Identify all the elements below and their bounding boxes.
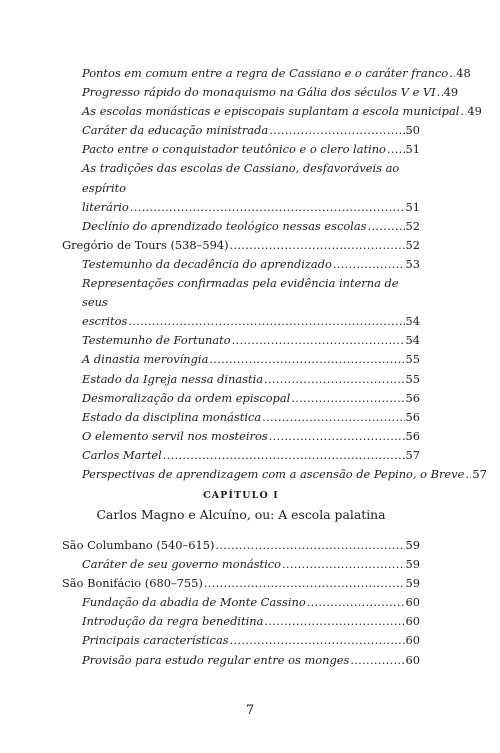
toc-entry-page: 57	[405, 447, 420, 462]
toc-entry-page: 52	[405, 218, 420, 233]
dot-leader	[204, 574, 405, 593]
toc-entry-title: Pacto entre o conquistador teutônico e o clero latino	[82, 142, 386, 157]
dot-leader	[437, 83, 443, 102]
toc-entry-title: Caráter de seu governo monástico	[82, 557, 281, 572]
toc-entry-title: Progresso rápido do monaquismo na Gália dos séculos V e VI	[82, 85, 436, 100]
dot-leader	[307, 593, 405, 612]
toc-entry-page: 48	[456, 66, 471, 80]
toc-entry-page: 55	[405, 352, 420, 367]
toc-entry	[62, 159, 420, 216]
dot-leader	[269, 121, 404, 140]
dot-leader	[163, 446, 405, 465]
toc-entry-title: Principais características	[82, 633, 229, 648]
dot-leader	[282, 555, 405, 574]
toc-entry	[62, 140, 420, 159]
dot-leader	[230, 631, 405, 650]
dot-leader	[449, 64, 455, 83]
dot-leader	[291, 389, 404, 408]
dot-leader	[264, 612, 404, 631]
toc-entry	[62, 631, 420, 650]
toc-entry	[62, 408, 420, 427]
toc-entry	[62, 217, 420, 236]
dot-leader	[460, 102, 466, 121]
toc-entry-page: 50	[405, 123, 420, 138]
toc-entry	[62, 536, 420, 555]
dot-leader	[269, 427, 405, 446]
toc-entry-page: 51	[405, 142, 420, 157]
dot-leader	[387, 140, 405, 159]
toc-list-part2	[62, 536, 420, 670]
toc-entry-page: 55	[405, 371, 420, 386]
chapter-heading	[62, 488, 420, 524]
chapter-label: CAPÍTULO I	[203, 490, 279, 501]
toc-entry-page: 60	[405, 595, 420, 610]
toc-entry-title: literário	[82, 199, 129, 214]
toc-entry-page: 52	[405, 237, 420, 252]
toc-entry-page: 49	[467, 104, 482, 119]
dot-leader	[262, 408, 404, 427]
toc-entry	[62, 121, 420, 140]
dot-leader	[209, 350, 404, 369]
toc-entry-title: As tradições das escolas de Cassiano, desfavoráveis ao espírito	[82, 161, 400, 195]
toc-entry-title: São Columbano (540–615)	[62, 538, 215, 552]
toc-entry	[62, 83, 459, 102]
dot-leader	[130, 198, 405, 217]
toc-entry	[62, 331, 420, 350]
toc-entry-page: 59	[405, 576, 420, 591]
toc-entry	[62, 612, 420, 631]
toc-list-part1	[62, 64, 487, 484]
toc-entry-title: Perspectivas de aprendizagem com a ascensão de Pepino, o Breve	[82, 466, 465, 481]
toc-entry	[62, 555, 420, 574]
toc-entry-title: Fundação da abadia de Monte Cassino	[82, 595, 306, 610]
toc-entry-title: Estado da Igreja nessa dinastia	[82, 371, 264, 386]
dot-leader	[333, 255, 405, 274]
dot-leader	[367, 217, 404, 236]
toc-entry	[62, 350, 420, 369]
toc-entry-page: 56	[405, 409, 420, 424]
toc-entry	[62, 274, 420, 331]
toc-entry-page: 56	[405, 428, 420, 443]
toc-entry-page: 60	[405, 614, 420, 629]
toc-entry-page: 57	[472, 466, 487, 481]
toc-entry-title: escritos	[82, 314, 128, 329]
toc-entry-page: 60	[405, 633, 420, 648]
toc-entry	[62, 446, 420, 465]
toc-entry-page: 54	[405, 333, 420, 348]
dot-leader	[232, 331, 405, 350]
toc-entry	[62, 64, 471, 83]
toc-entry-page: 60	[405, 652, 420, 667]
toc-entry-title: Gregório de Tours (538–594)	[62, 237, 229, 252]
toc-entry-page: 59	[405, 538, 420, 552]
toc-entry-title: As escolas monásticas e episcopais suplantam a escola municipal	[82, 104, 460, 119]
toc-entry-title: O elemento servil nos mosteiros	[82, 428, 268, 443]
toc-entry-title: Testemunho da decadência do aprendizado	[82, 256, 332, 271]
toc-entry-title: Carlos Martel	[82, 447, 162, 462]
toc-entry-page: 49	[443, 85, 459, 100]
toc-entry-title: Declínio do aprendizado teológico nessas escolas	[82, 218, 367, 233]
toc-entry-title: Pontos em comum entre a regra de Cassiano e o caráter franco	[82, 66, 449, 80]
toc-entry	[62, 651, 420, 670]
toc-entry-title: Introdução da regra beneditina	[82, 614, 264, 629]
toc-entry-page: 53	[405, 256, 420, 271]
dot-leader	[350, 651, 404, 670]
page-number: 7	[245, 703, 255, 718]
toc-entry-page: 56	[405, 390, 420, 405]
toc-entry-title: Estado da disciplina monástica	[82, 409, 262, 424]
toc-entry-title: Testemunho de Fortunato	[82, 333, 231, 348]
toc-entry	[62, 593, 420, 612]
toc-entry-page: 51	[405, 199, 420, 214]
dot-leader	[230, 236, 405, 255]
toc-entry-title: Representações confirmadas pela evidência interna de seus	[82, 276, 399, 310]
toc-entry	[62, 236, 420, 255]
chapter-title: Carlos Magno e Alcuíno, ou: A escola palatina	[96, 507, 386, 522]
toc-entry	[62, 370, 420, 389]
toc-entry	[62, 427, 420, 446]
toc-entry-page: 59	[405, 557, 420, 572]
toc-entry-title: Caráter da educação ministrada	[82, 123, 269, 138]
dot-leader	[128, 312, 404, 331]
toc-entry	[62, 389, 420, 408]
toc-entry	[62, 255, 420, 274]
dot-leader	[264, 370, 404, 389]
dot-leader	[215, 536, 404, 555]
toc-entry-title: A dinastia merovíngia	[82, 352, 209, 367]
dot-leader	[465, 465, 471, 484]
toc-entry-title: Provisão para estudo regular entre os monges	[82, 652, 350, 667]
toc-entry	[62, 102, 482, 121]
toc-entry	[62, 574, 420, 593]
toc-entry-title: São Bonifácio (680–755)	[62, 576, 203, 591]
toc-entry	[62, 465, 487, 484]
toc-entry-page: 54	[405, 314, 420, 329]
toc-entry-title: Desmoralização da ordem episcopal	[82, 390, 291, 405]
